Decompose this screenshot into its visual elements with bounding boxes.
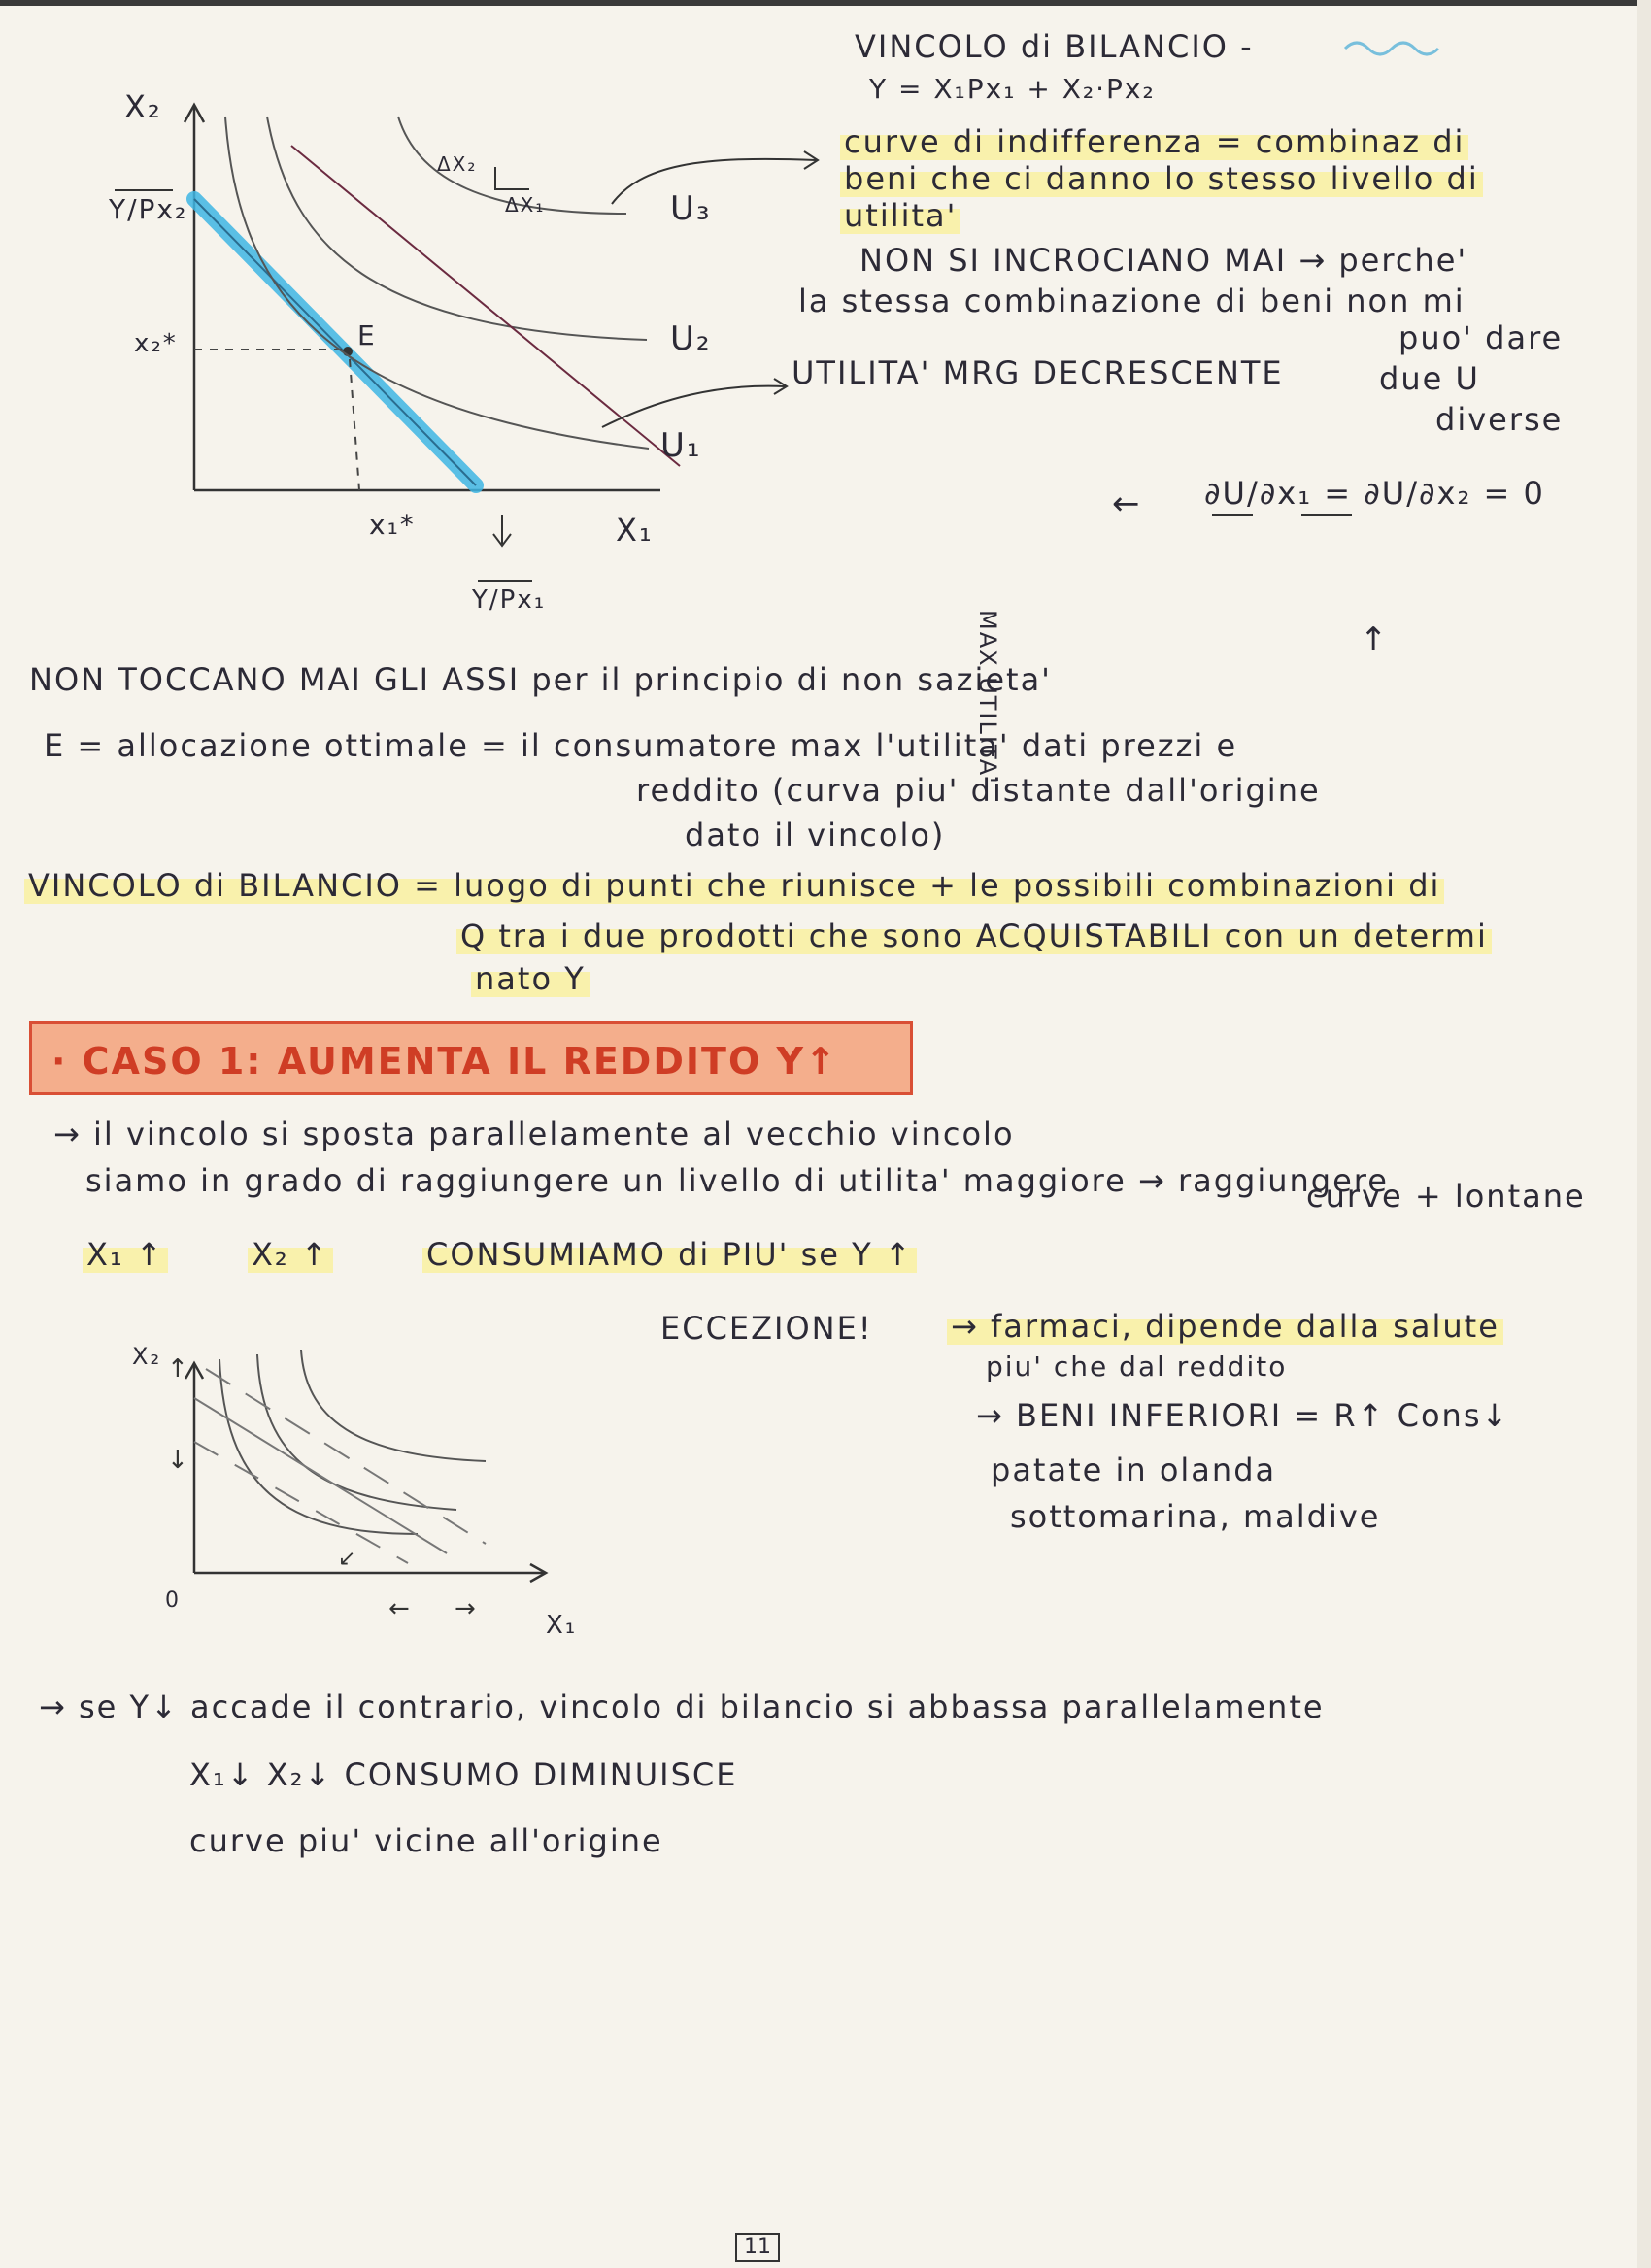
graph2-axis-y-label: X₂ [132,1343,162,1370]
graph1-axis-x-label: X₁ [616,512,654,549]
curve-u2 [267,117,647,340]
curve-line-1: curve di indifferenza = combinaz di [840,124,1468,160]
graph2-origin: 0 [165,1588,181,1613]
graph1-axis-y-label: X₂ [124,88,162,125]
svg-text:←: ← [388,1594,410,1623]
graph2-axis-x-label: X₁ [546,1611,578,1640]
curve-line-3: utilita' [840,198,960,234]
delta-triangle [495,167,529,189]
eccezione-label: ECCEZIONE! [660,1310,873,1347]
page-number: 11 [735,2233,780,2262]
svg-text:↓: ↓ [167,1446,188,1475]
graph1-x-intercept: Y/Px₁ [472,585,547,615]
x2-up: X₂ ↑ [248,1237,333,1273]
decrease-line-2: X₁↓ X₂↓ CONSUMO DIMINUISCE [189,1756,738,1793]
decrease-line-1: → se Y↓ accade il contrario, vincolo di bilancio si abbassa parallelamente [39,1688,1325,1725]
consumiamo: CONSUMIAMO di PIU' se Y ↑ [422,1237,917,1273]
u1-label: U₁ [660,426,702,465]
squiggle [1345,43,1438,54]
x1-star-label: x₁* [369,509,416,541]
graph2-curve-2 [257,1354,456,1510]
stessa-line: la stessa combinazione di beni non mi [798,283,1466,319]
arrow-to-utilita [602,386,785,427]
eccezione-line-5: sottomarina, maldive [1010,1498,1381,1535]
vincolo-title: VINCOLO di BILANCIO - [855,28,1254,65]
utilita-mrg: UTILITA' MRG DECRESCENTE [792,354,1284,391]
e-line-1: E = allocazione ottimale = il consumatore max l'utilita' dati prezzi e [44,727,1238,764]
vincolo-def-line-2: Q tra i due prodotti che sono ACQUISTABILI con un determi [456,918,1492,954]
u3-label: U₃ [670,189,712,228]
caso-line-2: siamo in grado di raggiungere un livello di utilita' maggiore → raggiungere [85,1162,1389,1199]
svg-text:→: → [455,1594,476,1623]
graph1-y-intercept: Y/Px₂ [109,193,188,225]
vincolo-def-line-3: nato Y [471,961,590,997]
graph2-budget-1 [194,1398,447,1553]
e-line-3: dato il vincolo) [685,817,946,853]
delta-x1-label: ΔX₁ [505,193,546,217]
arrow-left: ← [1112,484,1142,523]
caso-line-1: → il vincolo si sposta parallelamente al vecchio vincolo [53,1116,1015,1152]
puo-line-1: puo' dare [1398,319,1564,356]
derivative-formula: ∂U/∂x₁ = ∂U/∂x₂ = 0 [1204,475,1545,512]
caso-line-3: curve + lontane [1306,1178,1586,1215]
vincolo-def-line-1: VINCOLO di BILANCIO = luogo di punti che riunisce + le possibili combinazioni di [24,868,1444,904]
caso-1-title: · CASO 1: AUMENTA IL REDDITO Y↑ [51,1040,838,1083]
max-utilita: MAX UTILITA' [974,610,1001,785]
graph2-budget-2 [206,1369,486,1544]
svg-text:↑: ↑ [167,1354,188,1384]
vincolo-formula: Y = X₁Px₁ + X₂·Px₂ [869,73,1156,105]
eccezione-line-3: → BENI INFERIORI = R↑ Cons↓ [976,1397,1510,1434]
non-incrociano: NON SI INCROCIANO MAI → perche' [859,242,1468,279]
assi-line: NON TOCCANO MAI GLI ASSI per il principio di non sazieta' [29,661,1052,698]
decrease-line-3: curve piu' vicine all'origine [189,1822,663,1859]
delta-x2-label: ΔX₂ [437,152,478,176]
graph2-budget-3 [194,1442,408,1563]
point-e-label: E [357,319,377,351]
x1-star-guide [350,359,359,490]
u2-label: U₂ [670,319,712,358]
x1-up: X₁ ↑ [83,1237,168,1273]
svg-text:↙: ↙ [338,1547,356,1571]
eccezione-line-4: patate in olanda [991,1451,1277,1488]
caso-1-heading [29,1021,913,1095]
eccezione-line-1: → farmaci, dipende dalla salute [947,1309,1503,1345]
puo-line-2: due U [1379,360,1480,397]
puo-line-3: diverse [1435,401,1564,438]
eccezione-line-2: piu' che dal reddito [986,1351,1288,1383]
arrow-to-curves [612,159,816,204]
curve-line-2: beni che ci danno lo stesso livello di [840,161,1483,197]
e-line-2: reddito (curva piu' distante dall'origine [636,772,1321,809]
up-arrow: ↑ [1360,620,1390,659]
graph2-curve-3 [301,1350,486,1461]
x2-star-label: x₂* [134,329,178,358]
